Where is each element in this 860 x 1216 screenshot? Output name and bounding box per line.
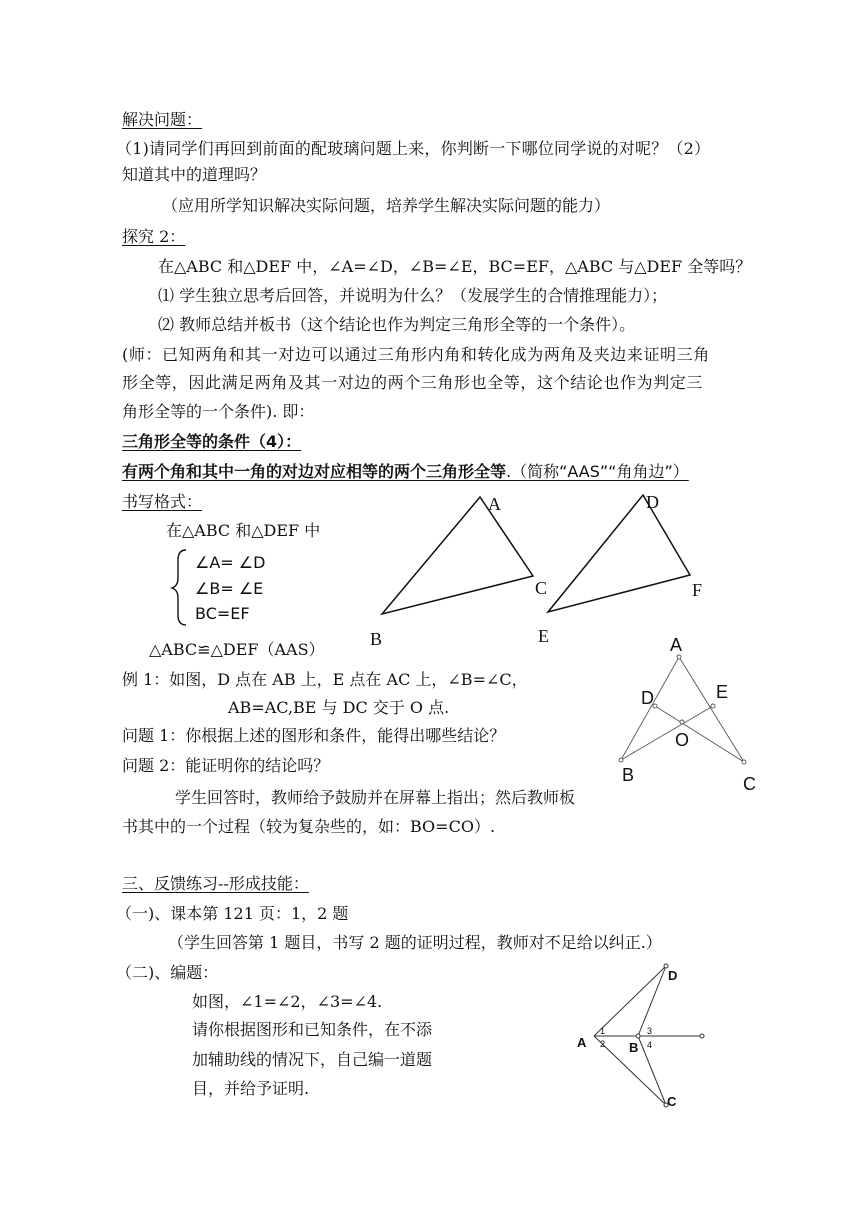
paragraph-line: 在△ABC 和△DEF 中，∠A=∠D，∠B=∠E，BC=EF，△ABC 与△DEF 全等吗？	[158, 257, 752, 276]
condition-text: 有两个角和其中一角的对边对应相等的两个三角形全等	[122, 462, 507, 481]
note-text: （应用所学知识解决实际问题，培养学生解决实际问题的能力）	[162, 196, 611, 215]
label-tri1-b: B	[370, 629, 383, 649]
label-tri2-e: E	[538, 626, 549, 646]
list-item: ⑴ 学生独立思考后回答，并说明为什么？（发展学生的合情推理能力）；	[158, 286, 668, 305]
paragraph-line: 角形全等的一个条件). 即：	[122, 402, 315, 421]
format-condition: ∠B= ∠E	[195, 579, 264, 598]
label-fig4-angle4: 4	[647, 1040, 653, 1050]
list-item: ⑵ 教师总结并板书（这个结论也作为判定三角形全等的一个条件）。	[158, 315, 636, 334]
label-fig4-a: A	[577, 1035, 587, 1050]
label-fig4-d: D	[668, 968, 678, 983]
label-tri1-a: A	[488, 494, 501, 514]
label-fig4-angle1: 1	[600, 1026, 606, 1036]
format-intro: 在△ABC 和△DEF 中	[166, 521, 321, 540]
example-line: 例 1：如图，D 点在 AB 上，E 点在 AC 上，∠B=∠C，	[122, 670, 528, 689]
label-fig3-a: A	[670, 635, 683, 655]
label-fig3-d: D	[641, 688, 654, 708]
condition-title: 三角形全等的条件（4）：	[122, 432, 302, 451]
practice-note: （学生回答第 1 题目，书写 2 题的证明过程，教师对不足给以纠正.）	[168, 933, 662, 952]
practice-text: 如图，∠1=∠2，∠3=∠4.	[192, 992, 383, 1011]
practice-text: 请你根据图形和已知条件，在不添	[192, 1020, 433, 1039]
practice-part: （二)、编题：	[116, 963, 219, 982]
answer-line: 学生回答时，教师给予鼓励并在屏幕上指出；然后教师板	[175, 788, 576, 807]
triangle-abc	[382, 497, 533, 614]
format-condition: ∠A= ∠D	[195, 553, 266, 572]
paragraph-line: 形全等，因此满足两角及其一对边的两个三角形也全等，这个结论也作为判定三	[122, 373, 704, 392]
practice-text: 目，并给予证明.	[192, 1079, 310, 1098]
example-line: AB=AC,BE 与 DC 交于 O 点.	[228, 698, 450, 717]
practice-text: 加辅助线的情况下，自己编一道题	[192, 1050, 433, 1069]
format-heading: 书写格式：	[122, 492, 203, 511]
format-conclusion: △ABC≌△DEF（AAS）	[149, 640, 325, 659]
label-tri1-c: C	[535, 578, 548, 598]
triangle-def	[548, 495, 690, 612]
paragraph-line: （1)请同学们再回到前面的配玻璃问题上来，你判断一下哪位同学说的对呢？（2）	[116, 139, 711, 158]
section-heading-explore: 探究 2：	[122, 227, 186, 246]
practice-part: （一)、课本第 121 页：1，2 题	[116, 904, 349, 923]
paragraph-line: 知道其中的道理吗？	[122, 165, 267, 184]
label-fig3-c: C	[743, 774, 756, 794]
label-fig3-e: E	[716, 682, 729, 702]
label-fig3-o: O	[675, 730, 690, 750]
practice-heading: 三、反馈练习--形成技能：	[122, 874, 309, 893]
label-tri2-d: D	[646, 492, 659, 512]
question-1: 问题 1：你根据上述的图形和条件，能得出哪些结论？	[122, 726, 506, 745]
answer-line: 书其中的一个过程（较为复杂些的，如：BO=CO）.	[122, 817, 496, 836]
label-fig4-b: B	[629, 1040, 639, 1055]
section-heading-solve: 解决问题：	[122, 110, 203, 129]
label-fig3-b: B	[622, 765, 635, 785]
label-tri2-f: F	[692, 580, 703, 600]
label-fig4-angle3: 3	[647, 1026, 653, 1036]
brace	[172, 550, 186, 625]
paragraph-line: (师：已知两角和其一对边可以通过三角形内角和转化成为两角及夹边来证明三角	[122, 345, 710, 364]
question-2: 问题 2：能证明你的结论吗？	[122, 756, 330, 775]
label-fig4-angle2: 2	[600, 1039, 606, 1049]
condition-abbr: .（简称“AAS”“角角边”）	[506, 462, 689, 481]
format-condition: BC=EF	[195, 604, 250, 623]
label-fig4-c: C	[667, 1094, 677, 1109]
